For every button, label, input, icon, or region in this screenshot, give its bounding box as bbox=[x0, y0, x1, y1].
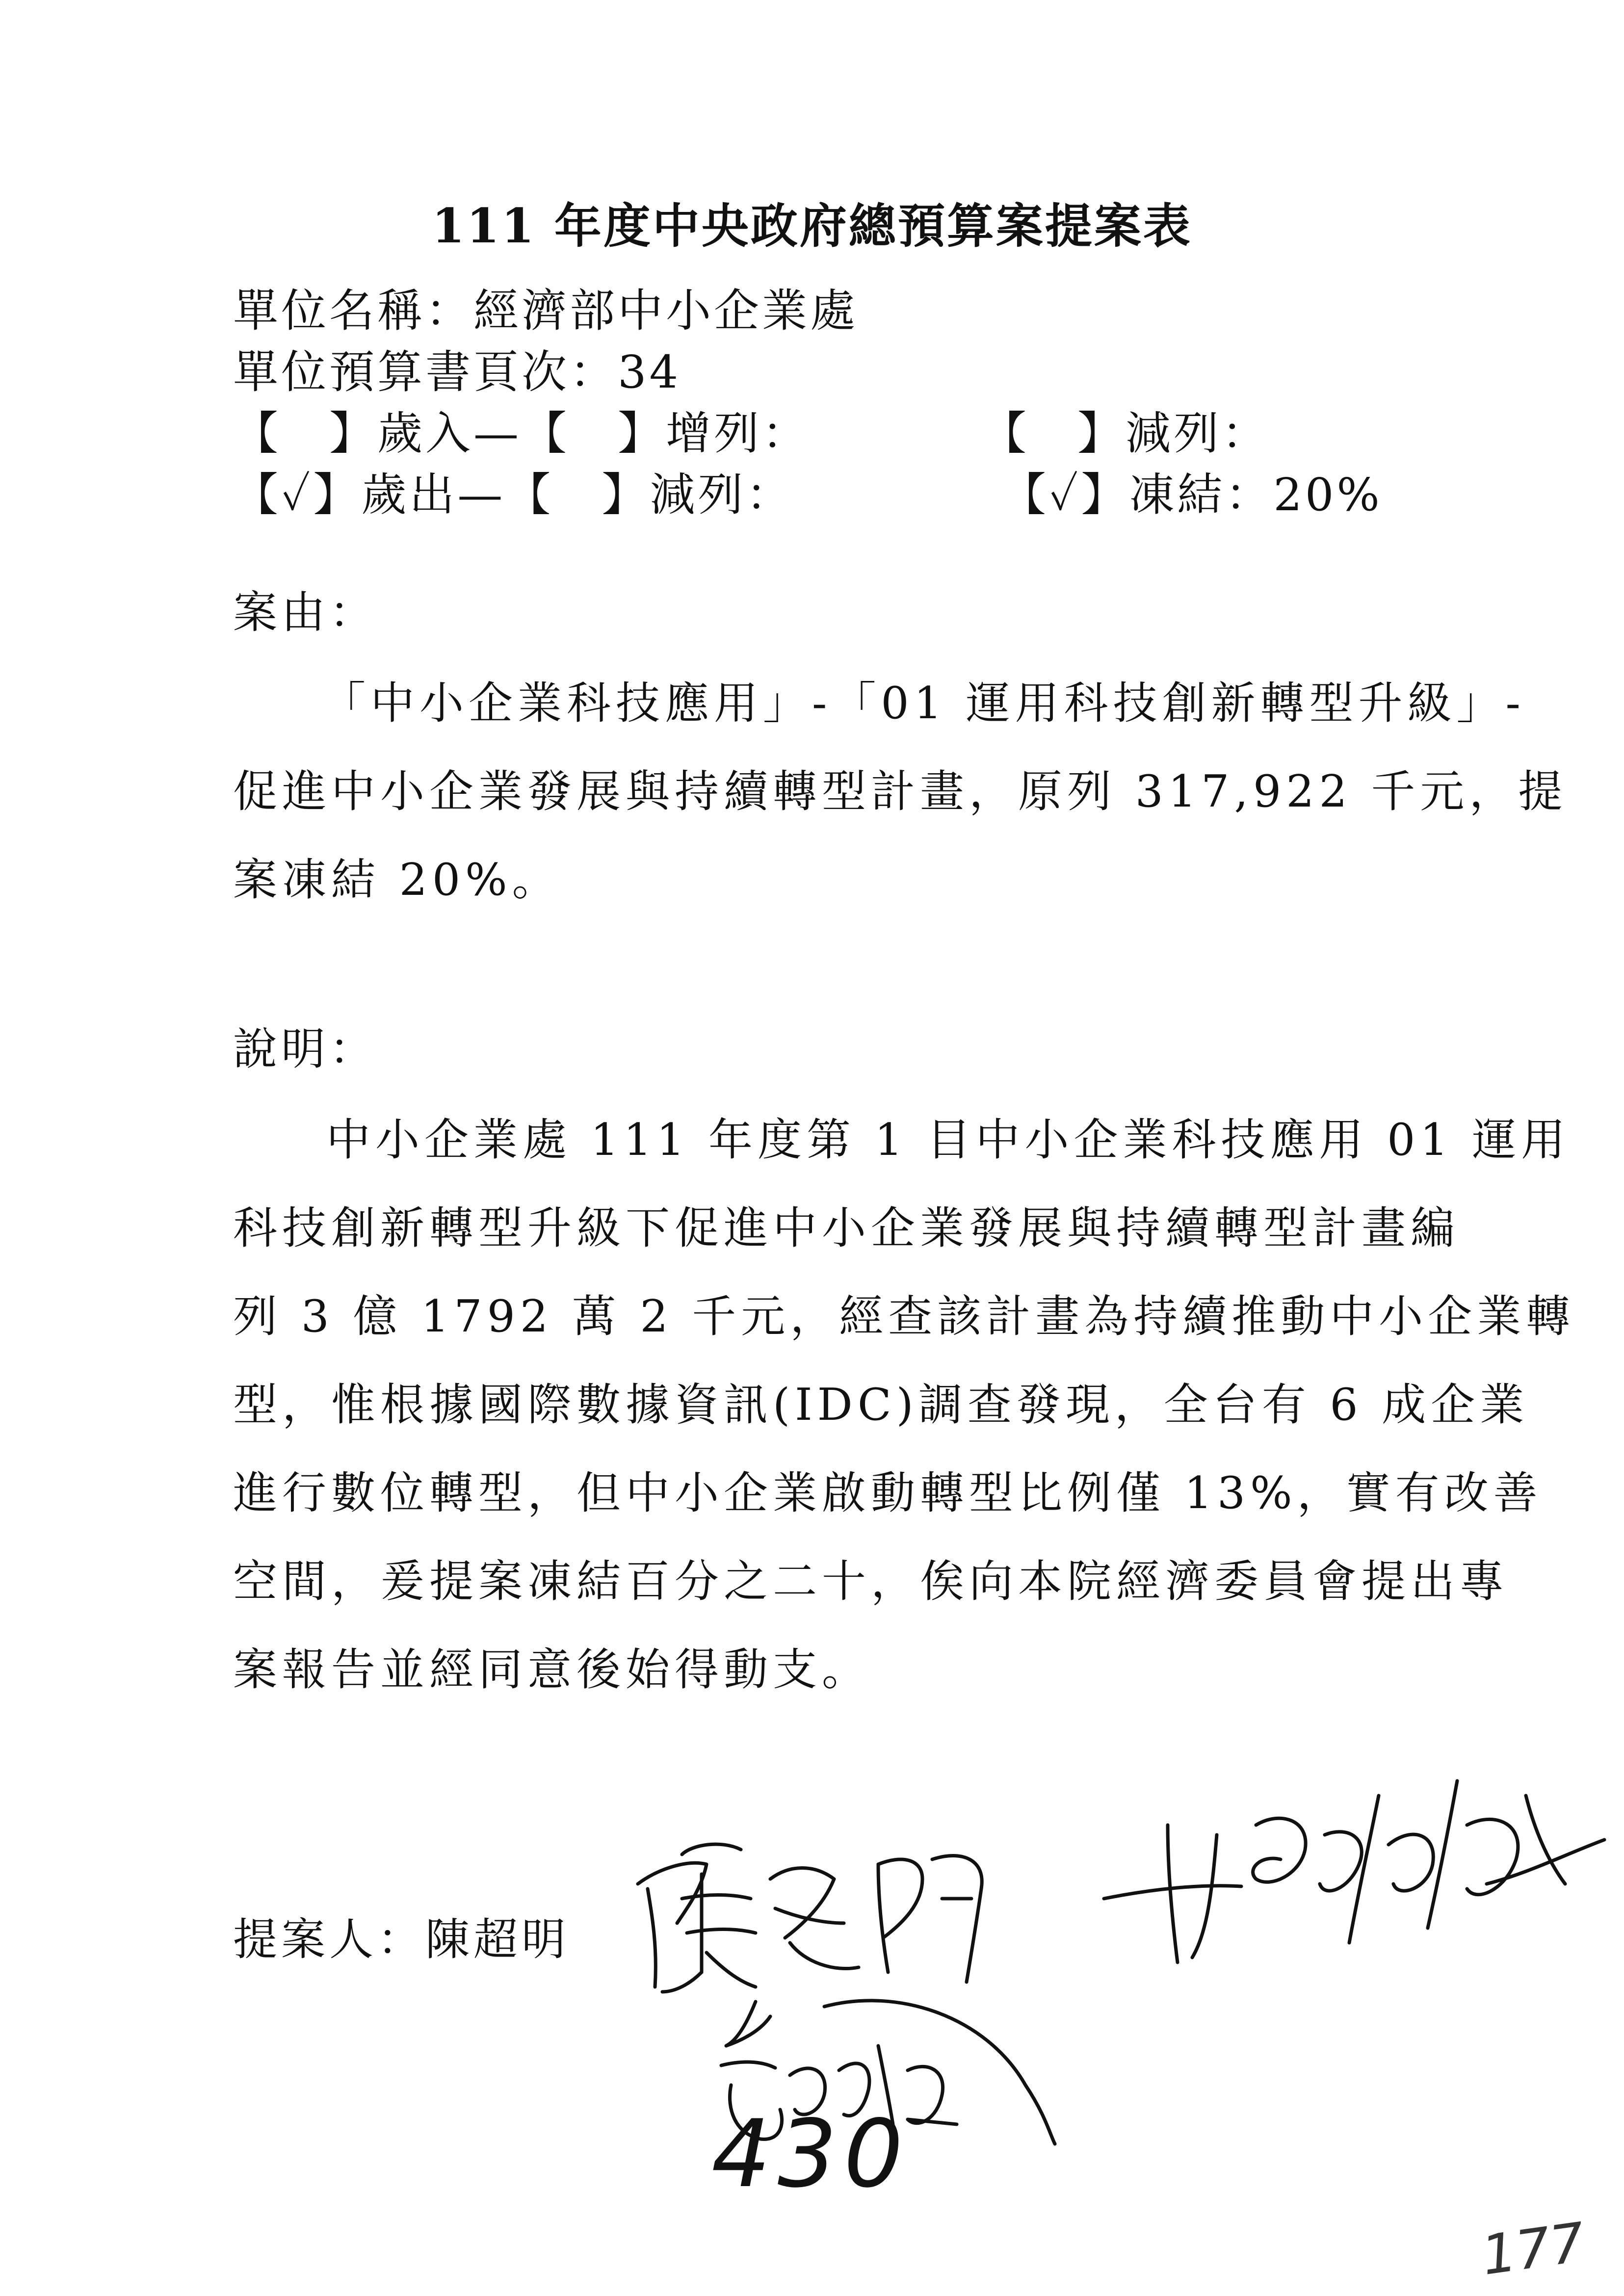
reason-line-2: 促進中小企業發展與持續轉型計畫，原列 317,922 千元，提 bbox=[233, 766, 1568, 817]
explanation-line-5: 進行數位轉型，但中小企業啟動轉型比例僅 13%，實有改善 bbox=[233, 1467, 1543, 1519]
explanation-label: 說明： bbox=[233, 1023, 377, 1075]
explanation-line-6: 空間，爰提案凍結百分之二十，俟向本院經濟委員會提出專 bbox=[233, 1556, 1509, 1607]
expenditure-row: 【✓】歲出—【 】減列： bbox=[233, 469, 794, 521]
handwritten-signature-chen bbox=[628, 1825, 1011, 2002]
explanation-line-1: 中小企業處 111 年度第 1 目中小企業科技應用 01 運用 bbox=[326, 1114, 1571, 1166]
reason-line-1: 「中小企業科技應用」-「01 運用科技創新轉型升級」- bbox=[321, 678, 1525, 729]
revenue-row: 【 】歲入—【 】增列： bbox=[233, 407, 811, 460]
handwritten-page-number: 430 bbox=[711, 2100, 910, 2208]
explanation-line-7: 案報告並經同意後始得動支。 bbox=[233, 1644, 871, 1696]
freeze-option: 【✓】凍結：20% bbox=[1001, 469, 1383, 521]
reason-line-3: 案凍結 20%。 bbox=[233, 854, 561, 906]
explanation-line-2: 科技創新轉型升級下促進中小企業發展與持續轉型計畫編 bbox=[233, 1202, 1460, 1254]
revenue-decrease-option: 【 】減列： bbox=[981, 407, 1270, 460]
explanation-line-4: 型，惟根據國際數據資訊(IDC)調查發現，全台有 6 成企業 bbox=[233, 1379, 1529, 1431]
unit-name: 單位名稱：經濟部中小企業處 bbox=[233, 285, 859, 337]
handwritten-signature-second bbox=[1094, 1766, 1609, 1972]
explanation-line-3: 列 3 億 1792 萬 2 千元，經查該計畫為持續推動中小企業轉 bbox=[233, 1291, 1575, 1342]
reason-label: 案由： bbox=[233, 587, 377, 638]
corner-page-number: 177 bbox=[1478, 2211, 1589, 2287]
proposer-label: 提案人：陳超明 bbox=[233, 1914, 570, 1965]
document-title: 111 年度中央政府總預算案提案表 bbox=[432, 198, 1192, 254]
budget-page-number: 單位預算書頁次：34 bbox=[233, 346, 681, 398]
